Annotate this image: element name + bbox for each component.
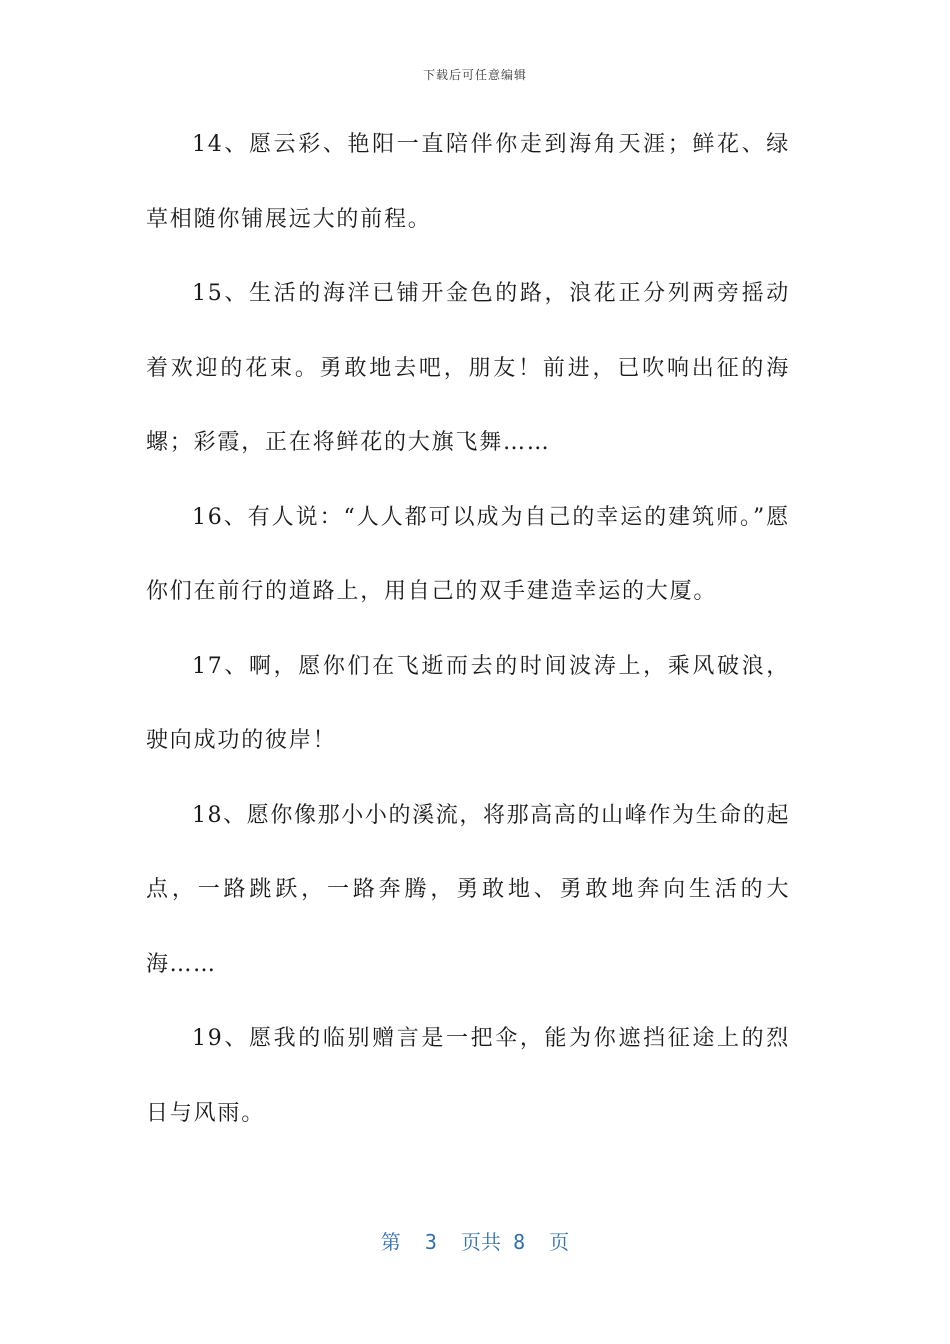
paragraph-18: 18、愿你像那小小的溪流，将那高高的山峰作为生命的起点，一路跳跃，一路奔腾，勇敢地、勇敢地奔向生活的大海……	[146, 802, 790, 977]
paragraph-14: 14、愿云彩、艳阳一直陪伴你走到海角天涯；鲜花、绿草相随你铺展远大的前程。	[146, 132, 790, 232]
footer-total-pages: 8	[513, 1230, 526, 1254]
page-footer	[0, 1226, 950, 1255]
paragraph-15: 15、生活的海洋已铺开金色的路，浪花正分列两旁摇动着欢迎的花束。勇敢地去吧，朋友！前进，已吹响出征的海螺；彩霞，正在将鲜花的大旗飞舞……	[146, 281, 790, 455]
paragraph-17: 17、啊，愿你们在飞逝而去的时间波涛上，乘风破浪，驶向成功的彼岸！	[146, 653, 790, 753]
footer-label-page: 第	[380, 1230, 401, 1254]
document-body	[146, 108, 790, 1151]
footer-current-page: 3	[424, 1230, 437, 1254]
footer-label-end: 页	[549, 1230, 570, 1254]
paragraph-19: 19、愿我的临别赠言是一把伞，能为你遮挡征途上的烈日与风雨。	[146, 1026, 790, 1126]
header-text: 下载后可任意编辑	[422, 68, 527, 82]
page-header	[0, 66, 950, 83]
paragraph-16: 16、有人说：“人人都可以成为自己的幸运的建筑师。”愿你们在前行的道路上，用自己的双手建造幸运的大厦。	[146, 504, 790, 604]
footer-label-total: 页共	[461, 1230, 502, 1254]
